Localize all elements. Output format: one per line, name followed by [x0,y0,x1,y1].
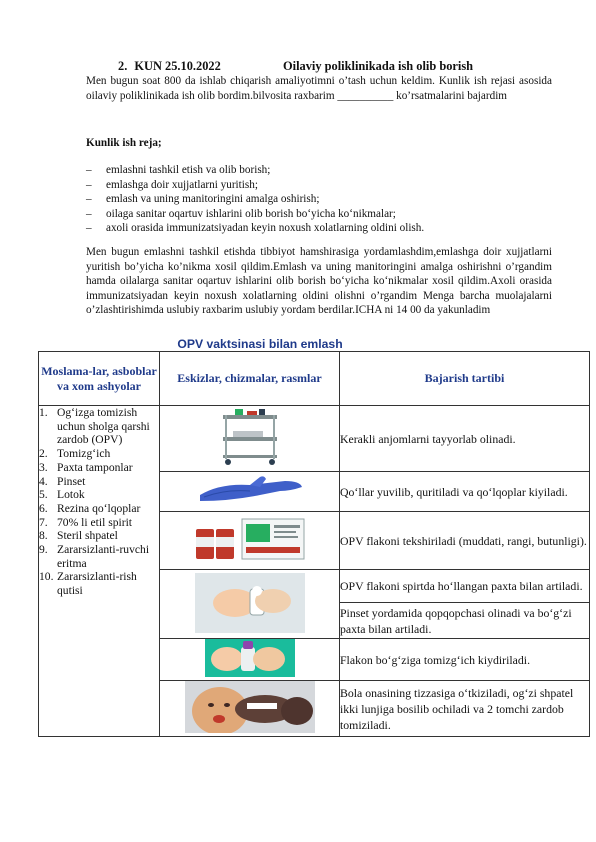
material-text: Paxta tamponlar [57,460,133,474]
step-cell: OPV flakoni spirtda ho‘llangan paxta bilan artiladi. [340,570,590,603]
material-text: Steril shpatel [57,529,118,543]
vial-wiping-image [195,573,305,633]
material-number: 7. [39,515,48,529]
plan-item [86,207,556,222]
material-number: 3. [39,460,48,474]
step-cell: Kerakli anjomlarni tayyorlab olinadi. [340,406,590,472]
step-cell: Bola onasining tizzasiga o‘tkiziladi, og‘zi shpatel ikki lunjiga bosilib ochiladi va 2 tomchi zardob tomiziladi. [340,681,590,737]
step-cell: Flakon bo‘g‘ziga tomizg‘ich kiydiriladi. [340,639,590,681]
plan-item-text: axoli orasida immunizatsiyadan keyin noxush xolatlarning oldini olish. [106,222,425,234]
material-item [39,488,159,502]
instrument-cart-image [215,407,285,467]
table-header-row [39,352,590,406]
image-cell [160,681,340,737]
material-text: Tomizg‘ich [57,447,111,461]
material-item [39,406,159,447]
plan-item-text: emlashga doir xujjatlarni yuritish; [106,178,258,191]
material-number: 8. [39,529,48,543]
material-item [39,543,159,570]
day-title: Oilaviy poliklinikada ish olib borish [283,59,474,73]
materials-list [39,406,159,598]
dash-marker: – [86,193,92,205]
material-number: 6. [39,501,48,515]
material-number: 4. [39,474,48,488]
child-vaccination-image [185,681,315,733]
image-cell [160,570,340,639]
procedure-table [38,351,590,737]
plan-item [86,192,556,207]
image-cell [160,639,340,681]
material-item [39,516,159,530]
dropper-vial-image [205,639,295,677]
plan-item [86,221,556,236]
plan-item-text: oilaga sanitar oqartuv ishlarini olib borish bo‘yicha ko‘nikmalar; [106,207,396,220]
report-paragraph: Men bugun emlashni tashkil etishda tibbiyot hamshirasiga yordamlashdim,emlashga doir xujjatlarni yuritish bo’yicha ko’nikma xosil qildim.Emlash va uning manitoringini amalga oshirishni o’rgandim hamda oilalarga sanitar oqartuv ishlarini olib borish bo‘yicha ko‘nikmalar xosil qildim.Axoli orasida immunizatsiyadan keyin noxush xolatlarning oldini olishni o’rgandim Menga barcha muolajalarni o’zlashtirishimda uslubiy raxbarim uslubiy yordam berdilar.ICHA ni 14 00 da yakunladim [86,246,552,317]
day-heading [118,59,474,74]
opv-vial-box-image [190,515,310,563]
material-number: 9. [39,543,48,557]
plan-item [86,178,556,193]
material-text: Zararsizlanti-ruvchi eritma [57,543,150,570]
material-text: Zararsizlanti-rish qutisi [57,570,137,598]
material-item [39,461,159,475]
material-item [39,447,159,461]
image-cell [160,406,340,472]
intro-paragraph: Men bugun soat 800 da ishlab chiqarish amaliyotimni o’tash uchun keldim. Kunlik ish rejasi asosida oilaviy poliklinikada ish olib bordim.bilvosita raxbarim __________ ko’rsatmalarini bajardim [86,75,552,102]
plan-item-text: emlashni tashkil etish va olib borish; [106,164,271,176]
dash-marker: – [86,207,92,220]
plan-item [86,163,556,178]
step-cell: OPV flakoni tekshiriladi (muddati, rangi, butunligi). [340,512,590,570]
day-date: KUN 25.10.2022 [134,59,221,73]
gloves-image [190,473,310,507]
material-item [39,570,159,597]
material-text: Rezina qo‘lqoplar [57,501,141,515]
material-text: Lotok [57,488,85,502]
plan-list [86,163,556,236]
material-text: Og‘izga tomizish uchun sholga qarshi zardob (OPV) [57,406,150,447]
material-item [39,475,159,489]
day-number: 2. [118,59,128,73]
step-cell: Pinset yordamida qopqopchasi olinadi va bo‘g‘zi paxta bilan artiladi. [340,603,590,639]
material-text: 70% li etil spirit [57,515,133,529]
materials-cell [39,406,160,737]
dash-marker: – [86,222,92,234]
table-caption: OPV vaktsinasi bilan emlash [177,337,343,351]
plan-item-text: emlash va uning manitoringini amalga oshirish; [106,193,320,205]
dash-marker: – [86,164,92,176]
material-number: 10. [39,570,54,584]
column-header-images: Eskizlar, chizmalar, rasmlar [160,352,340,406]
material-text: Pinset [57,474,86,488]
material-number: 2. [39,447,48,461]
plan-title: Kunlik ish reja; [86,137,162,149]
material-item [39,502,159,516]
table-row [39,406,590,472]
column-header-steps: Bajarish tartibi [340,352,590,406]
image-cell [160,472,340,512]
step-cell: Qo‘llar yuvilib, quritiladi va qo‘lqoplar kiyiladi. [340,472,590,512]
material-number: 1. [39,406,48,419]
material-item [39,529,159,543]
column-header-materials: Moslama-lar, asboblar va xom ashyolar [39,352,160,406]
image-cell [160,512,340,570]
material-number: 5. [39,488,48,502]
dash-marker: – [86,178,92,191]
